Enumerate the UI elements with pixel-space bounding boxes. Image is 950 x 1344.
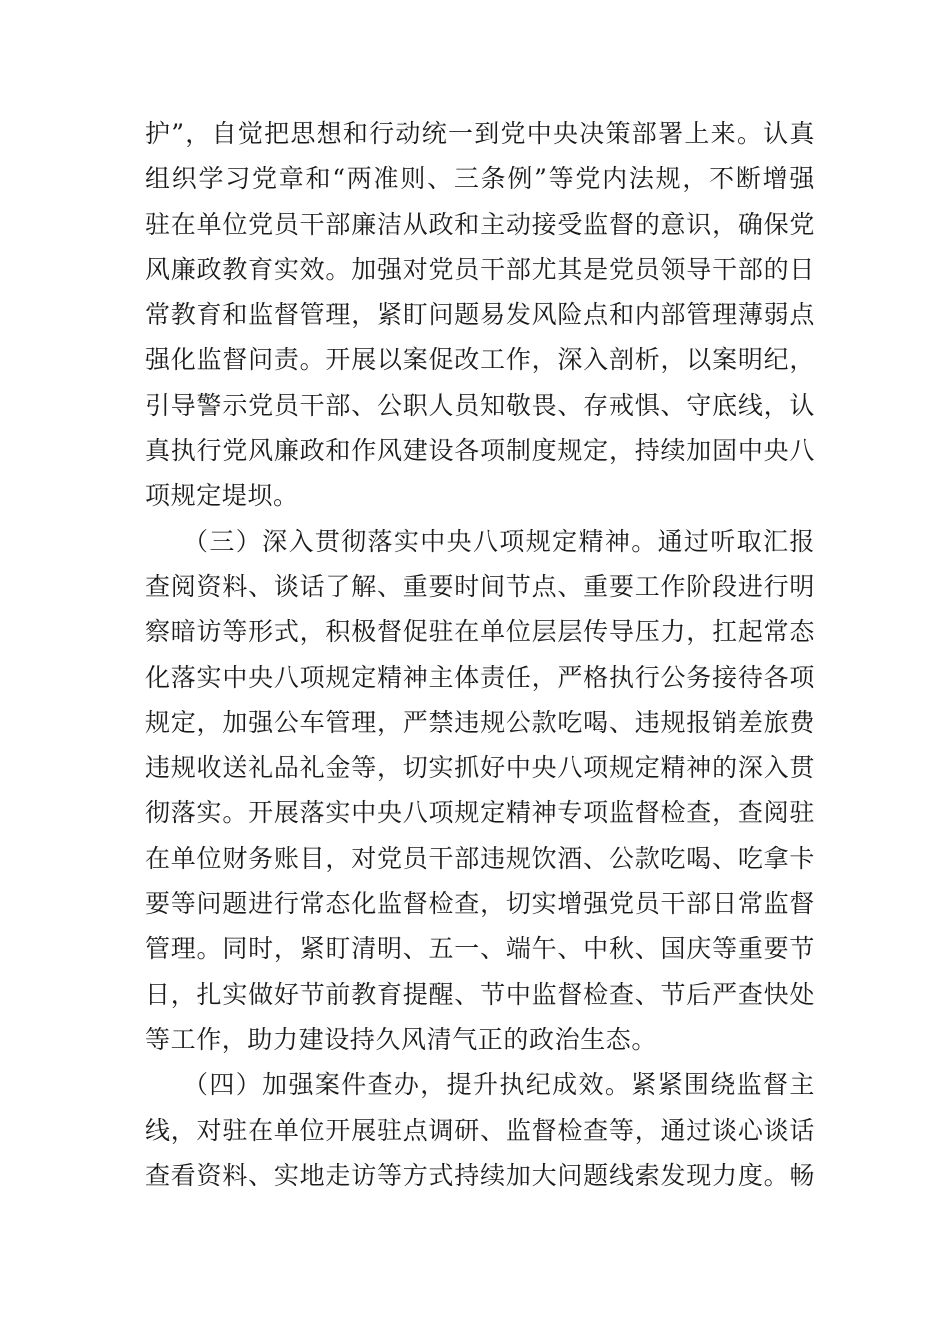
text-line: 驻在单位党员干部廉洁从政和主动接受监督的意识，确保党 bbox=[145, 209, 815, 239]
text-line: 彻落实。开展落实中央八项规定精神专项监督检查，查阅驻 bbox=[145, 798, 815, 828]
body-text bbox=[145, 111, 815, 1198]
text-line: 化落实中央八项规定精神主体责任，严格执行公务接待各项 bbox=[145, 662, 815, 692]
section-heading-line: （三）深入贯彻落实中央八项规定精神。通过听取汇报 bbox=[183, 526, 815, 556]
text-line: 违规收送礼品礼金等，切实抓好中央八项规定精神的深入贯 bbox=[145, 753, 815, 783]
section-heading-line: （四）加强案件查办，提升执纪成效。紧紧围绕监督主 bbox=[183, 1070, 815, 1100]
text-line: 真执行党风廉政和作风建设各项制度规定，持续加固中央八 bbox=[145, 436, 815, 466]
text-line: 引导警示党员干部、公职人员知敬畏、存戒惧、守底线，认 bbox=[145, 390, 815, 420]
text-line: 风廉政教育实效。加强对党员干部尤其是党员领导干部的日 bbox=[145, 254, 815, 284]
text-line: 查看资料、实地走访等方式持续加大问题线索发现力度。畅 bbox=[145, 1160, 815, 1190]
text-line: 日，扎实做好节前教育提醒、节中监督检查、节后严查快处 bbox=[145, 979, 815, 1009]
text-line: 管理。同时，紧盯清明、五一、端午、中秋、国庆等重要节 bbox=[145, 934, 815, 964]
text-line: 线，对驻在单位开展驻点调研、监督检查等，通过谈心谈话 bbox=[145, 1115, 815, 1145]
text-line: 查阅资料、谈话了解、重要时间节点、重要工作阶段进行明 bbox=[145, 571, 815, 601]
text-line: 组织学习党章和“两准则、三条例”等党内法规，不断增强 bbox=[145, 164, 815, 194]
text-line: 常教育和监督管理，紧盯问题易发风险点和内部管理薄弱点 bbox=[145, 300, 815, 330]
text-line: 规定，加强公车管理，严禁违规公款吃喝、违规报销差旅费 bbox=[145, 707, 815, 737]
text-line: 要等问题进行常态化监督检查，切实增强党员干部日常监督 bbox=[145, 889, 815, 919]
text-line: 等工作，助力建设持久风清气正的政治生态。 bbox=[145, 1024, 658, 1054]
text-line: 察暗访等形式，积极督促驻在单位层层传导压力，扛起常态 bbox=[145, 617, 815, 647]
text-line: 强化监督问责。开展以案促改工作，深入剖析，以案明纪， bbox=[145, 345, 815, 375]
text-line: 护”，自觉把思想和行动统一到党中央决策部署上来。认真 bbox=[145, 119, 815, 148]
text-line: 在单位财务账目，对党员干部违规饮酒、公款吃喝、吃拿卡 bbox=[145, 843, 815, 873]
text-line: 项规定堤坝。 bbox=[145, 481, 299, 511]
